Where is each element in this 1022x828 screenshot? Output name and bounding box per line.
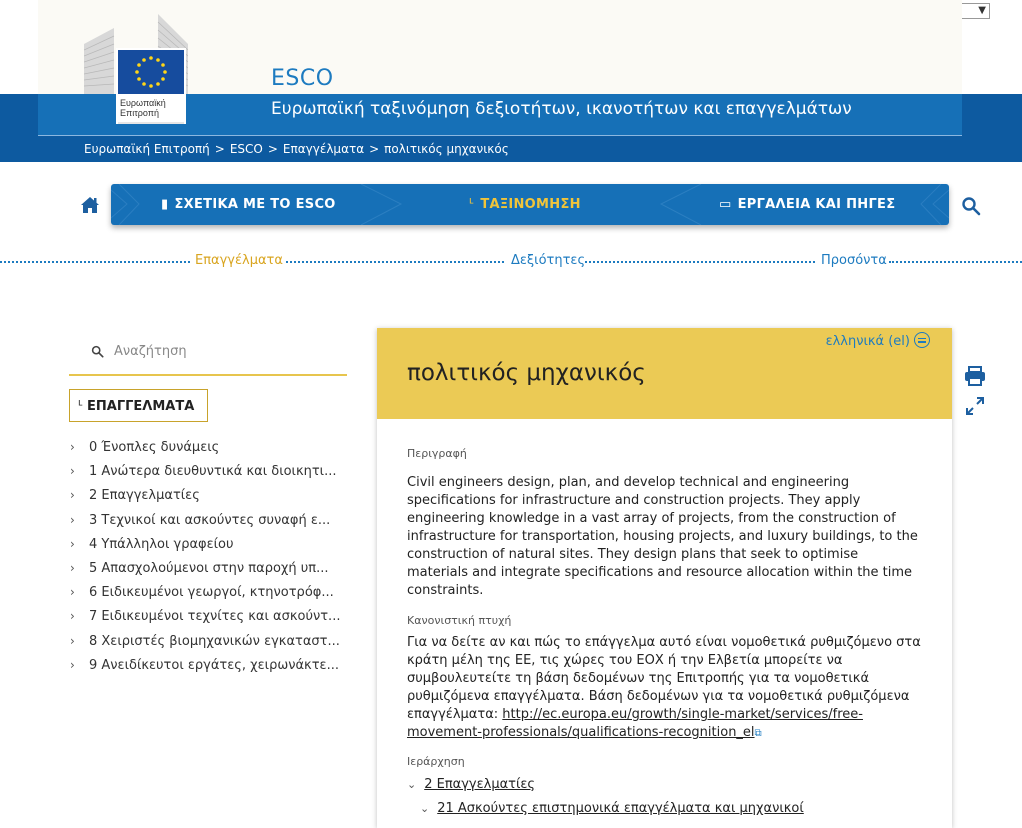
hierarchy-item[interactable] [407, 777, 535, 792]
main-nav [111, 184, 949, 225]
nav-tools[interactable] [719, 184, 895, 225]
regulated-professions-link[interactable]: http://ec.europa.eu/growth/single-market/services/free-movement-professionals/qualifications-recognition_el [407, 707, 863, 740]
tree-item[interactable] [70, 656, 340, 680]
tab-divider [889, 261, 1022, 263]
tree-item-label[interactable]: 0 Ένοπλες δυνάμεις [89, 440, 220, 455]
tree-item[interactable] [70, 583, 340, 607]
home-icon[interactable] [80, 195, 100, 215]
tab-divider [286, 261, 504, 263]
hierarchy-label: Ιεράρχηση [407, 755, 465, 768]
tree-item[interactable] [70, 438, 340, 462]
breadcrumb-item[interactable]: ESCO [229, 142, 263, 156]
search-icon[interactable] [961, 196, 981, 216]
tree-item[interactable] [70, 607, 340, 631]
language-switcher[interactable] [826, 332, 930, 349]
nav-tools-label: ΕΡΓΑΛΕΙΑ ΚΑΙ ΠΗΓΕΣ [737, 197, 896, 212]
tree-item[interactable] [70, 511, 340, 535]
hierarchy-item-label[interactable]: 21 Ασκούντες επιστημονικά επαγγέλματα και μηχανικοί [437, 801, 804, 816]
tree-item-label[interactable]: 8 Χειριστές βιομηχανικών εγκαταστ... [89, 633, 340, 649]
logo-caption [120, 98, 166, 118]
tree-item[interactable] [70, 462, 340, 486]
breadcrumb-item[interactable]: Ευρωπαϊκή Επιτροπή [84, 142, 210, 156]
tree-item-label[interactable]: 5 Απασχολούμενοι στην παροχή υπ... [89, 560, 329, 576]
chevron-right-icon[interactable]: › [70, 512, 75, 527]
print-icon[interactable] [964, 366, 986, 386]
site-title[interactable]: ESCO [271, 66, 334, 91]
book-icon: ▮ [161, 197, 169, 212]
nav-classification-label: ΤΑΞΙΝΟΜΗΣΗ [480, 197, 581, 212]
toolbox-icon: ▭ [719, 197, 732, 212]
chevron-down-icon[interactable]: ⌄ [420, 802, 430, 815]
occupation-card [377, 328, 952, 828]
regulatory-label: Κανονιστική πτυχή [407, 614, 512, 627]
logo-caption-line1: Ευρωπαϊκή [120, 98, 166, 108]
tab-occupations[interactable]: Επαγγέλματα [195, 253, 283, 268]
chevron-right-icon[interactable]: › [70, 560, 75, 575]
site-subtitle: Ευρωπαϊκή ταξινόμηση δεξιοτήτων, ικανοτήτων και επαγγελμάτων [271, 99, 852, 119]
tree-item-label[interactable]: 4 Υπάλληλοι γραφείου [89, 536, 234, 552]
hierarchy-icon: ᒻ [469, 197, 475, 212]
page-title: πολιτικός μηχανικός [407, 360, 646, 386]
occupations-button-label: ΕΠΑΓΓΕΛΜΑΤΑ [87, 399, 195, 414]
tree-item[interactable] [70, 486, 340, 510]
chevron-right-icon[interactable]: › [70, 488, 75, 503]
description-text: Civil engineers design, plan, and develop technical and engineering specifications for infrastructure and construction projects. They apply engineering knowledge in a vast array of projects, from the construction of infrastructure for transportation, housing projects, and luxury buildings, to the construction of natural sites. They design plans that seek to optimise materials and integrate specifications and resource allocation within the time constraints. [407, 475, 918, 598]
hierarchy-item-label[interactable]: 2 Επαγγελματίες [424, 777, 536, 792]
tab-divider [0, 261, 190, 263]
breadcrumb [84, 142, 509, 156]
hierarchy-item[interactable] [420, 801, 804, 816]
chevron-right-icon[interactable]: › [70, 633, 75, 648]
description-label: Περιγραφή [407, 447, 467, 460]
regulatory-text-body: Για να δείτε αν και πώς το επάγγελμα αυτό είναι νομοθετικά ρυθμιζόμενο στα κράτη μέλη της ΕΕ, τις χώρες του ΕΟΧ ή την Ελβετία μπορείτε να συμβουλευτείτε τη βάση δεδομένων της Επιτροπής για τα νομοθετικά ρυθμιζόμενα επαγγέλματα. Βάση δεδομένων για τα νομοθετικά ρυθμιζόμενα επαγγέλματα: [407, 635, 921, 722]
expand-icon[interactable] [965, 396, 985, 416]
language-menu-icon [914, 332, 930, 348]
chevron-right-icon[interactable]: › [70, 585, 75, 600]
chevron-right-icon[interactable]: › [70, 609, 75, 624]
tree-item-label[interactable]: 7 Ειδικευμένοι τεχνίτες και ασκούντ... [89, 609, 341, 625]
occupation-tree [70, 438, 340, 680]
tree-item-label[interactable]: 2 Επαγγελματίες [89, 488, 200, 504]
language-label: ελληνικά (el) [825, 334, 910, 349]
hierarchy-icon: ᒻ [78, 399, 84, 414]
nav-about[interactable] [161, 184, 336, 225]
tab-qualifications[interactable]: Προσόντα [821, 253, 887, 268]
search-icon [91, 345, 104, 358]
tree-item-label[interactable]: 1 Ανώτερα διευθυντικά και διοικητι... [89, 464, 337, 480]
tree-item[interactable] [70, 535, 340, 559]
regulatory-text [407, 634, 922, 743]
chevron-right-icon[interactable]: › [70, 536, 75, 551]
chevron-right-icon[interactable]: › [70, 464, 75, 479]
chevron-down-icon: ▼ [978, 5, 986, 16]
tree-item[interactable] [70, 559, 340, 583]
breadcrumb-separator: > [267, 142, 278, 156]
breadcrumb-item[interactable]: Επαγγέλματα [282, 142, 365, 156]
tree-item[interactable] [70, 632, 340, 656]
nav-classification[interactable] [469, 184, 581, 225]
divider [38, 135, 962, 136]
chevron-down-icon[interactable]: ⌄ [407, 778, 417, 791]
search-placeholder: Αναζήτηση [114, 344, 187, 359]
breadcrumb-current: πολιτικός μηχανικός [384, 142, 509, 156]
tab-divider [585, 261, 815, 263]
logo-caption-line2: Επιτροπή [120, 108, 159, 118]
tree-item-label[interactable]: 6 Ειδικευμένοι γεωργοί, κτηνοτρόφ... [89, 585, 334, 601]
european-commission-logo[interactable] [84, 14, 188, 126]
tab-skills[interactable]: Δεξιότητες [511, 253, 586, 268]
breadcrumb-separator: > [214, 142, 225, 156]
chevron-right-icon[interactable]: › [70, 657, 75, 672]
card-header [377, 328, 952, 419]
nav-about-label: ΣΧΕΤΙΚΑ ΜΕ ΤΟ ESCO [174, 197, 336, 212]
breadcrumb-separator: > [369, 142, 380, 156]
tree-item-label[interactable]: 9 Ανειδίκευτοι εργάτες, χειρωνάκτε... [89, 657, 339, 673]
sidebar-search-input[interactable] [69, 334, 347, 376]
tree-item-label[interactable]: 3 Τεχνικοί και ασκούντες συναφή ε... [89, 512, 331, 528]
occupations-button[interactable] [69, 389, 208, 422]
chevron-right-icon[interactable]: › [70, 440, 75, 454]
external-link-icon: ⧉ [754, 728, 762, 739]
